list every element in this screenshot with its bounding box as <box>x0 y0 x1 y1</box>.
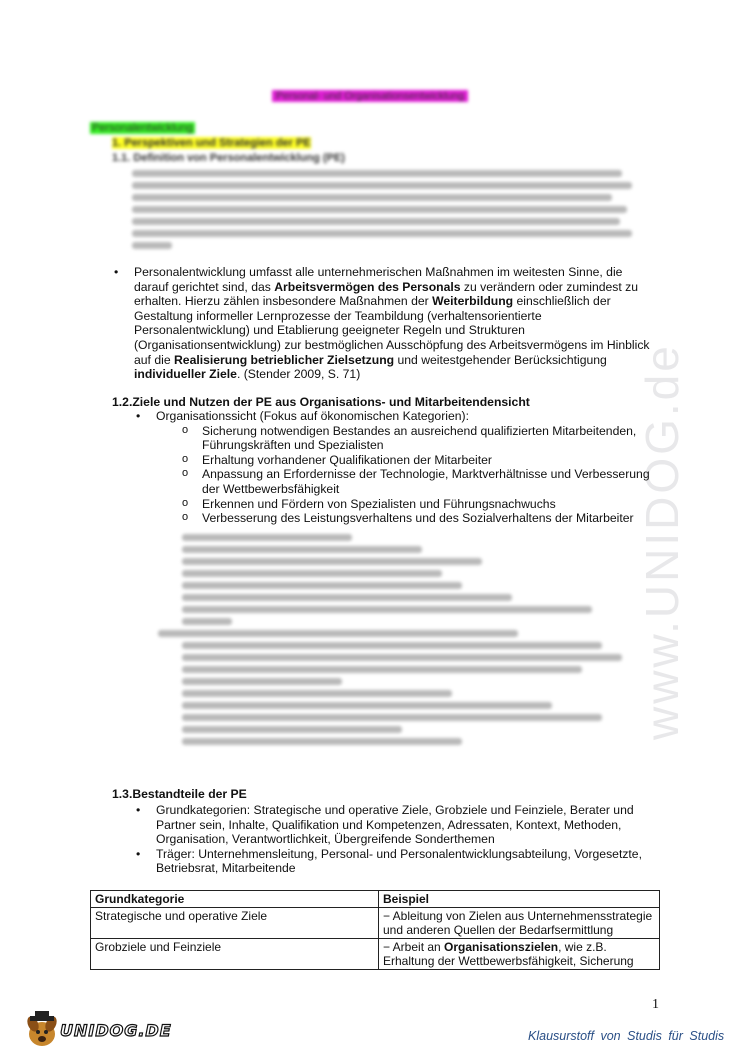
section-heading: Personalentwicklung <box>92 121 193 134</box>
list-item: o Erkennen und Fördern von Spezialisten und Führungsnachwuchs <box>180 497 660 512</box>
table-header-cell: Grundkategorie <box>91 891 379 908</box>
list-item: o Erhaltung vorhandener Qualifikationen der Mitarbeiter <box>180 453 660 468</box>
section-1-3-list <box>134 803 658 876</box>
section-1-2-heading: 1.2.Ziele und Nutzen der PE aus Organisations- und Mitarbeitendensicht <box>112 395 530 409</box>
table-row <box>91 939 660 970</box>
section-1-3-heading: 1.3.Bestandteile der PE <box>112 787 247 801</box>
watermark: www.UNIDOG.de <box>636 343 688 740</box>
subheading-1-1: 1.1. Definition von Personalentwicklung (PE) <box>112 151 345 164</box>
list-item: o Verbesserung des Leistungsverhaltens und des Sozialverhaltens der Mitarbeiter <box>180 511 660 526</box>
table-header-row <box>91 891 660 908</box>
dog-icon <box>22 1010 62 1050</box>
footer-tagline: Klausurstoff von Studis für Studis <box>528 1029 725 1043</box>
list-item: o Sicherung notwendigen Bestandes an ausreichend qualifizierten Mitarbeitenden, Führungskräften und Spezialisten <box>180 424 660 453</box>
logo-text: UNIDOG.DE <box>60 1021 172 1040</box>
blurred-paragraph <box>132 170 632 249</box>
table-cell: Grobziele und Feinziele <box>91 939 379 970</box>
table-header-cell: Beispiel <box>379 891 660 908</box>
categories-table <box>90 890 660 970</box>
table-cell: − Ableitung von Zielen aus Unternehmensstrategie und anderen Quellen der Bedarfsermittlung <box>379 908 660 939</box>
definition-list <box>112 265 660 382</box>
traeger-item: • Träger: Unternehmensleitung, Personal- und Personalentwicklungsabteilung, Vorgesetzte, Betriebsrat, Mitarbeitende <box>134 847 658 876</box>
blurred-header-block <box>90 88 650 251</box>
grundkategorien-item: • Grundkategorien: Strategische und operative Ziele, Grobziele und Feinziele, Berater und Partner sein, Inhalte, Qualifikation und Kompetenzen, Adressaten, Kontext, Methoden, Organisation, Verantwortlichkeit, Übergreifende Sonderthemen <box>134 803 658 847</box>
unidog-logo <box>22 1010 172 1050</box>
page-number: 1 <box>652 997 659 1012</box>
section-1-2-list <box>134 409 664 526</box>
list-item: o Anpassung an Erfordernisse der Technologie, Marktverhältnisse und Verbesserung der Wettbewerbsfähigkeit <box>180 467 660 496</box>
table-row <box>91 908 660 939</box>
subheading-1: 1. Perspektiven und Strategien der PE <box>112 137 311 150</box>
org-bullet: • Organisationssicht (Fokus auf ökonomischen Kategorien): o Sicherung notwendigen Bestandes an ausreichend qualifizierten Mitarbeitenden, Führungskräften und Spezialisten o Erhaltung vorhandener Qualifikationen der Mitarbeiter o Anpassung an Erfordernisse der Technologie, Marktverhältnisse und Verbesserung der Wettbewerbsfähigkeit o Erkennen und Fördern von Spezialisten und Führungsnachwuchs o Verbesserung des Leistungsverhaltens und des Sozialverhaltens der Mitarbeiter <box>134 409 664 526</box>
table-cell: − Arbeit an Organisationszielen, wie z.B. Erhaltung der Wettbewerbsfähigkeit, Sicherung <box>379 939 660 970</box>
document-title: Personal- und Organisationsentwicklung <box>272 90 468 102</box>
blurred-list-block <box>136 529 646 747</box>
table-cell: Strategische und operative Ziele <box>91 908 379 939</box>
definition-paragraph: • Personalentwicklung umfasst alle unternehmerischen Maßnahmen im weitesten Sinne, die darauf gerichtet sind, das Arbeitsvermögen des Personals zu verändern oder zumindest zu erhalten. Hierzu zählen insbesondere Maßnahmen der Weiterbildung einschließlich der Gestaltung informeller Lernprozesse der Teambildung (verhaltensorientierte Personalentwicklung) und Etablierung geeigneter Regeln und Strukturen (Organisationsentwicklung) zur bestmöglichen Ausschöpfung des Arbeitsvermögens im Hinblick auf die Realisierung betrieblicher Zielsetzung und weitestgehender Berücksichtigung individueller Ziele. (Stender 2009, S. 71) <box>112 265 660 382</box>
